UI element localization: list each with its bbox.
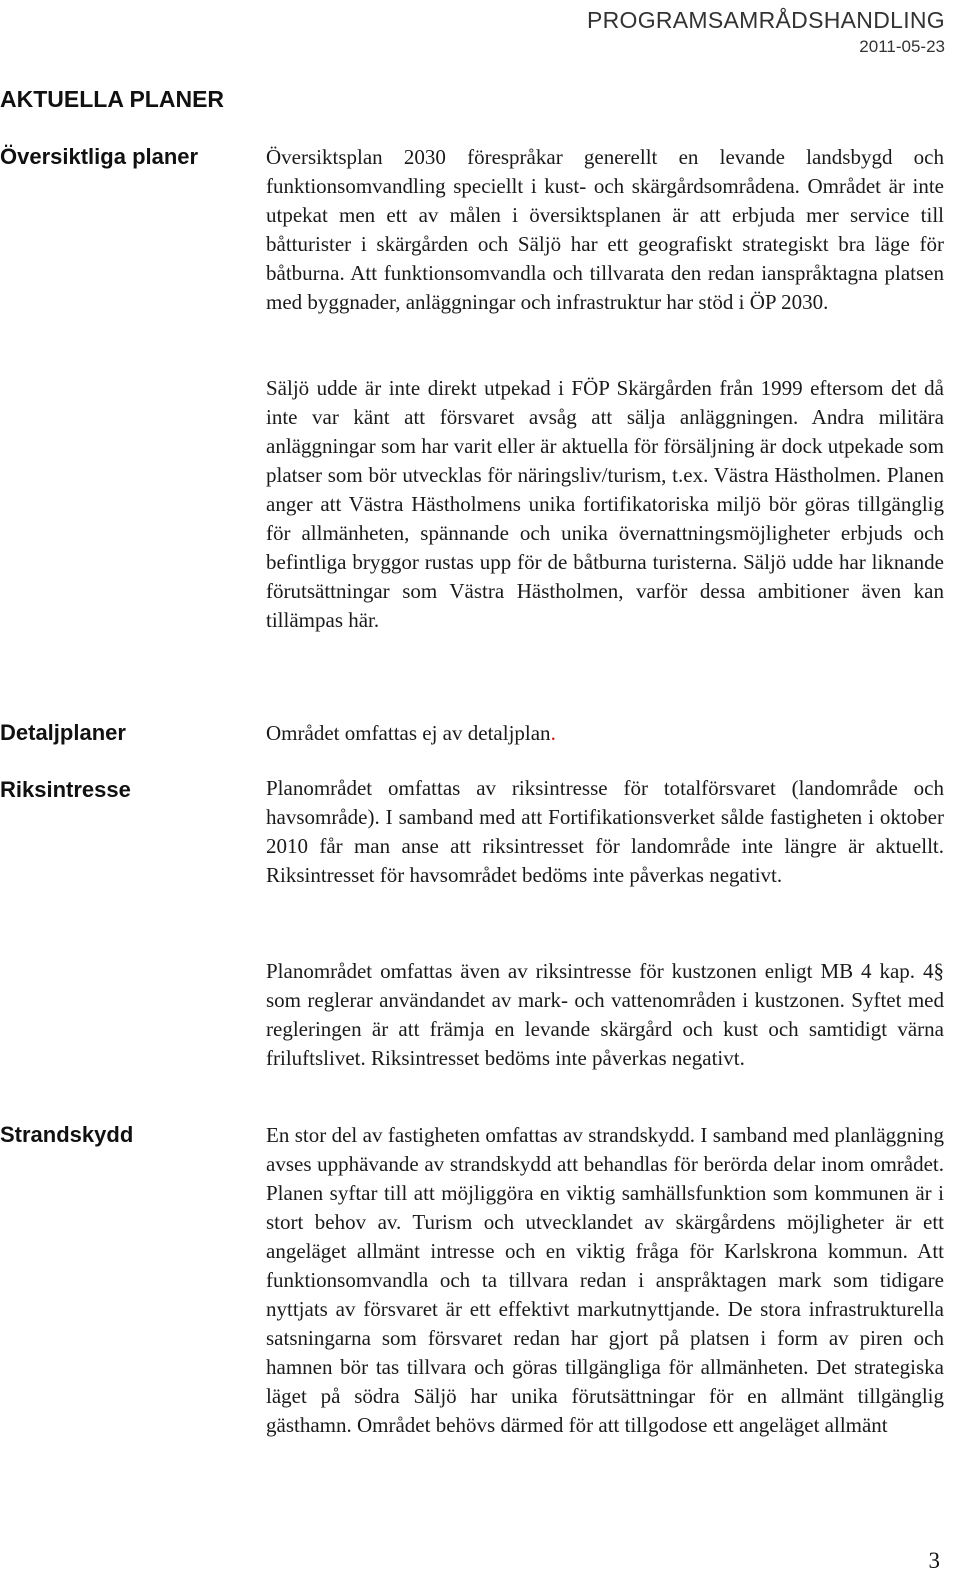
- oversiktliga-paragraph-2: Säljö udde är inte direkt utpekad i FÖP Skärgården från 1999 eftersom det då inte var känt att försvaret avsåg att sälja anläggningen. Andra militära anläggningar som har varit eller är aktuella för försäljning är dock utpekade som platser som bör utvecklas för näringsliv/turism, t.ex. Västra Hästholmen. Planen anger att Västra Hästholmens unika fortifikatoriska miljö bör göras tillgänglig för allmänheten, spännande och unika övernattningsmöjligheter erbjuds och befintliga bryggor rustas upp för de båtburna turisterna. Säljö udde har liknande förutsättningar som Västra Hästholmen, varför dessa ambitioner även kan tillämpas här.: [266, 376, 944, 632]
- label-detaljplaner: Detaljplaner: [0, 720, 126, 745]
- label-oversiktliga-planer: Översiktliga planer: [0, 144, 199, 169]
- page-number: 3: [928, 1548, 940, 1573]
- document-date: 2011-05-23: [859, 37, 945, 56]
- section-heading: AKTUELLA PLANER: [0, 86, 225, 112]
- oversiktliga-paragraph-1: Översiktsplan 2030 förespråkar generellt en levande landsbygd och funktionsomvandling speciellt i kust- och skärgårdsområdena. Området är inte utpekat men ett av målen i översiktsplanen är att erbjuda mer service till båtturister i skärgården och Säljö har ett geografiskt strategiskt bra läge för båtburna. Att funktionsomvandla och tillvarata den redan ianspråktagna platsen med byggnader, anläggningar och infrastruktur har stöd i ÖP 2030.: [266, 145, 944, 314]
- label-riksintresse: Riksintresse: [0, 777, 131, 802]
- label-strandskydd: Strandskydd: [0, 1122, 134, 1147]
- strandskydd-paragraph: En stor del av fastigheten omfattas av strandskydd. I samband med planläggning avses upphävande av strandskydd att behandlas för berörda delar inom området. Planen syftar till att möjliggöra en viktig samhällsfunktion som kommunen är i stort behov av. Turism och utvecklandet av skärgårdens möjligheter är ett angeläget allmänt intresse och en viktig fråga för Karlskrona kommun. Att funktionsomvandla och ta tillvara redan i anspråktagen mark som tidigare nyttjats av försvaret är ett effektivt markutnyttjande. De stora infrastrukturella satsningarna som försvaret redan har gjort på platsen i form av piren och hamnen bör tas tillvara och göras tillgängliga för allmänheten. Det strategiska läget på södra Säljö har unika förutsättningar för en allmänt tillgänglig gästhamn. Området behövs därmed för att tillgodose ett angeläget allmänt: [266, 1123, 944, 1437]
- document-header: [587, 6, 945, 58]
- detaljplaner-red-period: .: [550, 721, 556, 745]
- riksintresse-paragraph-1: Planområdet omfattas av riksintresse för totalförsvaret (landområde och havsområde). I samband med att Fortifikationsverket sålde fastigheten i oktober 2010 får man anse att riksintresset för landområde inte längre är aktuellt. Riksintresset för havsområdet bedöms inte påverkas negativt.: [266, 776, 944, 887]
- document-type: PROGRAMSAMRÅDSHANDLING: [586, 7, 945, 33]
- riksintresse-paragraph-2: Planområdet omfattas även av riksintresse för kustzonen enligt MB 4 kap. 4§ som reglerar användandet av mark- och vattenområden i kustzonen. Syftet med regleringen är att främja en levande skärgård och kust och samtidigt värna friluftslivet. Riksintresset bedöms inte påverkas negativt.: [266, 959, 944, 1070]
- detaljplaner-text: Området omfattas ej av detaljplan: [266, 721, 551, 745]
- detaljplaner-paragraph: [266, 719, 944, 748]
